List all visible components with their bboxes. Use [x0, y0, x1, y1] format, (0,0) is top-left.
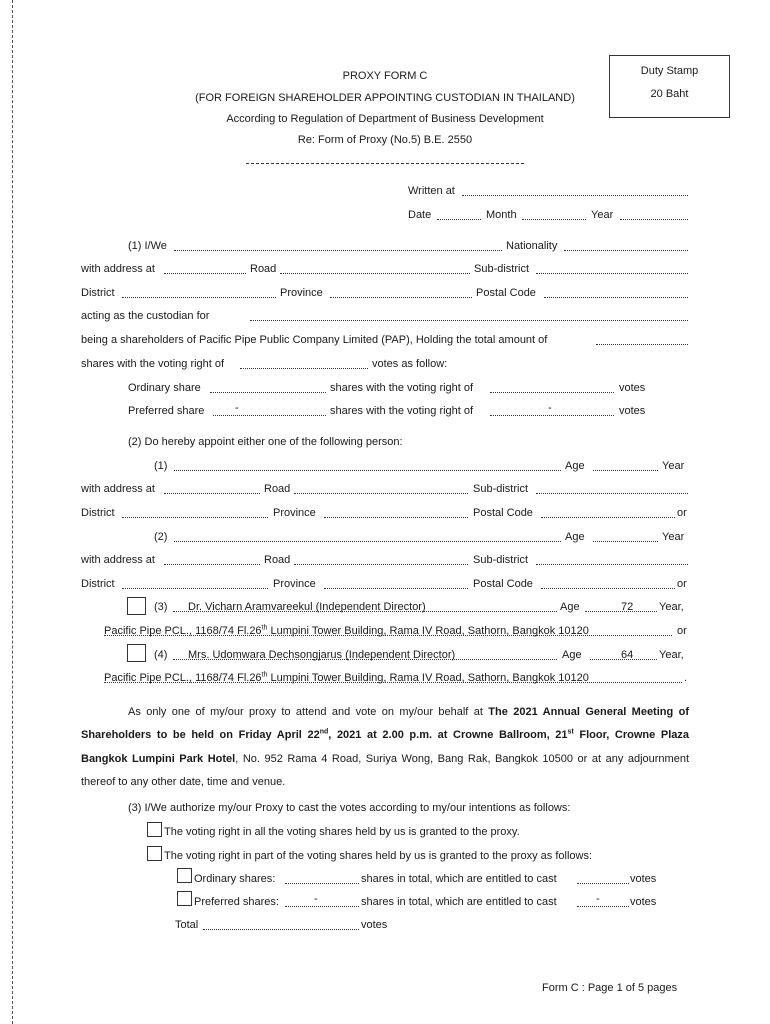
- address-field[interactable]: [164, 263, 246, 274]
- proxy2-district-field[interactable]: [122, 578, 268, 589]
- regulation-line: According to Regulation of Department of Business Development: [226, 113, 544, 125]
- proxy2-name-field[interactable]: [174, 531, 561, 542]
- proxy4-year-label: Year,: [659, 649, 684, 661]
- proxy1-postal-label: Postal Code: [473, 507, 533, 519]
- shareholder-of-line: being a shareholders of Pacific Pipe Public Company Limited (PAP), Holding the total amount of: [81, 334, 548, 346]
- nationality-field[interactable]: [564, 240, 688, 251]
- preferred-shares-checkbox[interactable]: [177, 891, 192, 906]
- proxy1-name-field[interactable]: [174, 460, 561, 471]
- proxy1-sub-district-field[interactable]: [536, 483, 688, 494]
- preferred-votes-dash: -: [596, 893, 600, 905]
- preferred-share-field[interactable]: [213, 405, 326, 416]
- proxy4-checkbox[interactable]: [127, 644, 146, 662]
- written-at-label: Written at: [408, 185, 455, 197]
- proxy1-age-label: Age: [565, 460, 585, 472]
- preferred-shares-dash: -: [314, 893, 318, 905]
- proxy1-postal-field[interactable]: [541, 507, 675, 518]
- proxy2-sub-district-label: Sub-district: [473, 554, 529, 566]
- preferred-voting-label: shares with the voting right of: [330, 405, 474, 417]
- ordinary-votes-label: votes: [619, 382, 646, 394]
- proxy2-district-label: District: [81, 578, 115, 590]
- proxy1-sub-district-label: Sub-district: [473, 483, 529, 495]
- proxy2-province-label: Province: [273, 578, 316, 590]
- option-part-shares-checkbox[interactable]: [147, 846, 162, 861]
- preferred-share-dash: -: [235, 402, 239, 414]
- option-all-shares-label: The voting right in all the voting shares held by us is granted to the proxy.: [164, 826, 520, 838]
- section2-intro: (2) Do hereby appoint either one of the following person:: [128, 436, 403, 448]
- district-field[interactable]: [122, 287, 276, 298]
- proxy2-age-field[interactable]: [593, 531, 658, 542]
- duty-stamp-title: Duty Stamp: [640, 65, 699, 77]
- proxy1-district-field[interactable]: [122, 507, 268, 518]
- proxy3-year-label: Year,: [659, 601, 684, 613]
- form-subtitle: (FOR FOREIGN SHAREHOLDER APPOINTING CUSTODIAN IN THAILAND): [195, 92, 575, 104]
- preferred-shares-total-label: shares in total, which are entitled to cast: [361, 896, 557, 908]
- year-field[interactable]: [620, 209, 688, 220]
- shares-voting-label: shares with the voting right of: [81, 358, 225, 370]
- ordinary-votes-field[interactable]: [577, 873, 629, 884]
- proxy3-address: Pacific Pipe PCL., 1168/74 Fl.26th Lumpini Tower Building, Rama IV Road, Sathorn, Bangkok 10120: [104, 624, 589, 637]
- ordinary-shares-total-label: shares in total, which are entitled to cast: [361, 873, 557, 885]
- proxy2-road-field[interactable]: [294, 554, 468, 565]
- section3-intro: (3) I/We authorize my/our Proxy to cast the votes according to my/our intentions as follows:: [128, 802, 571, 814]
- proxy3-label: (3): [154, 601, 168, 613]
- road-field[interactable]: [280, 263, 470, 274]
- proxy2-address-field[interactable]: [164, 554, 260, 565]
- page-number: Form C : Page 1 of 5 pages: [542, 982, 678, 994]
- district-label: District: [81, 287, 115, 299]
- preferred-votes-label: votes: [619, 405, 646, 417]
- ordinary-shares-label: Ordinary shares:: [194, 873, 276, 885]
- proxy4-address: Pacific Pipe PCL., 1168/74 Fl.26th Lumpini Tower Building, Rama IV Road, Sathorn, Bangkok 10120: [104, 671, 589, 684]
- postal-code-field[interactable]: [544, 287, 688, 298]
- option-all-shares-checkbox[interactable]: [147, 822, 162, 837]
- proxy3-age-label: Age: [560, 601, 580, 613]
- proxy2-road-label: Road: [264, 554, 291, 566]
- province-label: Province: [280, 287, 323, 299]
- ordinary-share-label: Ordinary share: [128, 382, 201, 394]
- duty-stamp-box: [609, 55, 730, 118]
- preferred-votes-unit: votes: [630, 896, 657, 908]
- meeting-paragraph: As only one of my/our proxy to attend and vote on my/our behalf at The 2021 Annual General Meeting of Shareholders to be held on Friday April 22nd, 2021 at 2.00 p.m. at Crowne Ballroom, 21st Floor, Crowne Plaza Bangkok Lumpini Park Hotel, No. 952 Rama 4 Road, Suriya Wong, Bang Rak, Bangkok 10500 or at any adjournment thereof to any other date, time and venue.: [81, 706, 690, 788]
- ordinary-shares-field[interactable]: [285, 873, 359, 884]
- proxy1-age-field[interactable]: [593, 460, 658, 471]
- date-label: Date: [408, 209, 432, 221]
- month-label: Month: [486, 209, 517, 221]
- proxy2-label: (2): [154, 531, 168, 543]
- total-label: Total: [175, 919, 199, 931]
- votes-as-follow-label: votes as follow:: [372, 358, 448, 370]
- proxy3-name: Dr. Vicharn Aramvareekul (Independent Director): [188, 601, 426, 613]
- nationality-label: Nationality: [506, 240, 558, 252]
- sub-district-field[interactable]: [536, 263, 688, 274]
- proxy1-province-label: Province: [273, 507, 316, 519]
- ordinary-shares-checkbox[interactable]: [177, 868, 192, 883]
- road-label: Road: [250, 263, 277, 275]
- proxy2-year-label: Year: [662, 531, 685, 543]
- preferred-shares-label: Preferred shares:: [194, 896, 279, 908]
- proxy2-address-label: with address at: [81, 554, 155, 566]
- written-at-field[interactable]: [462, 185, 688, 196]
- custodian-field[interactable]: [250, 310, 688, 321]
- ordinary-voting-label: shares with the voting right of: [330, 382, 474, 394]
- year-label: Year: [591, 209, 614, 221]
- shareholder-name-field[interactable]: [174, 240, 502, 251]
- section1-iwe-label: (1) I/We: [128, 240, 167, 252]
- proxy4-name: Mrs. Udomwara Dechsongjarus (Independent Director): [188, 649, 456, 661]
- proxy1-province-field[interactable]: [324, 507, 468, 518]
- sub-district-label: Sub-district: [474, 263, 530, 275]
- custodian-label: acting as the custodian for: [81, 310, 210, 322]
- cut-line: [12, 0, 13, 1024]
- ordinary-voting-field[interactable]: [490, 382, 614, 393]
- proxy3-or: or: [677, 625, 687, 637]
- ordinary-share-field[interactable]: [210, 382, 326, 393]
- ordinary-votes-unit: votes: [630, 873, 657, 885]
- proxy1-year-label: Year: [662, 460, 685, 472]
- province-field[interactable]: [330, 287, 472, 298]
- preferred-shares-field[interactable]: [285, 896, 359, 907]
- form-reference: Re: Form of Proxy (No.5) B.E. 2550: [297, 134, 473, 146]
- proxy2-sub-district-field[interactable]: [536, 554, 688, 565]
- postal-code-label: Postal Code: [476, 287, 536, 299]
- proxy4-age-label: Age: [562, 649, 582, 661]
- proxy1-road-field[interactable]: [294, 483, 468, 494]
- option-part-shares-label: The voting right in part of the voting shares held by us is granted to the proxy as follows:: [164, 850, 593, 862]
- total-votes-unit: votes: [361, 919, 388, 931]
- proxy1-district-label: District: [81, 507, 115, 519]
- total-votes-field[interactable]: [203, 919, 359, 930]
- form-title: PROXY FORM C: [342, 70, 428, 82]
- proxy2-postal-field[interactable]: [541, 578, 675, 589]
- total-amount-field[interactable]: [596, 334, 688, 345]
- proxy1-or: or: [677, 507, 687, 519]
- proxy2-or: or: [677, 578, 687, 590]
- proxy1-road-label: Road: [264, 483, 291, 495]
- proxy1-address-label: with address at: [81, 483, 155, 495]
- voting-right-field[interactable]: [240, 358, 368, 369]
- duty-stamp-amount: 20 Baht: [650, 88, 689, 100]
- month-field[interactable]: [522, 209, 586, 220]
- preferred-votes-field[interactable]: [577, 896, 629, 907]
- header-divider: [246, 163, 524, 164]
- proxy1-label: (1): [154, 460, 168, 472]
- address-label: with address at: [81, 263, 155, 275]
- proxy2-province-field[interactable]: [324, 578, 468, 589]
- proxy4-age: 64: [621, 649, 634, 661]
- proxy4-label: (4): [154, 649, 168, 661]
- proxy1-address-field[interactable]: [164, 483, 260, 494]
- proxy2-age-label: Age: [565, 531, 585, 543]
- preferred-voting-dash: -: [548, 402, 552, 414]
- preferred-voting-field[interactable]: [490, 405, 614, 416]
- preferred-share-label: Preferred share: [128, 405, 205, 417]
- proxy2-postal-label: Postal Code: [473, 578, 533, 590]
- date-field[interactable]: [437, 209, 481, 220]
- company-name: Pacific Pipe Public Company Limited (PAP): [199, 334, 410, 346]
- proxy3-age: 72: [621, 601, 634, 613]
- proxy3-checkbox[interactable]: [127, 597, 146, 615]
- proxy4-period: .: [684, 672, 688, 684]
